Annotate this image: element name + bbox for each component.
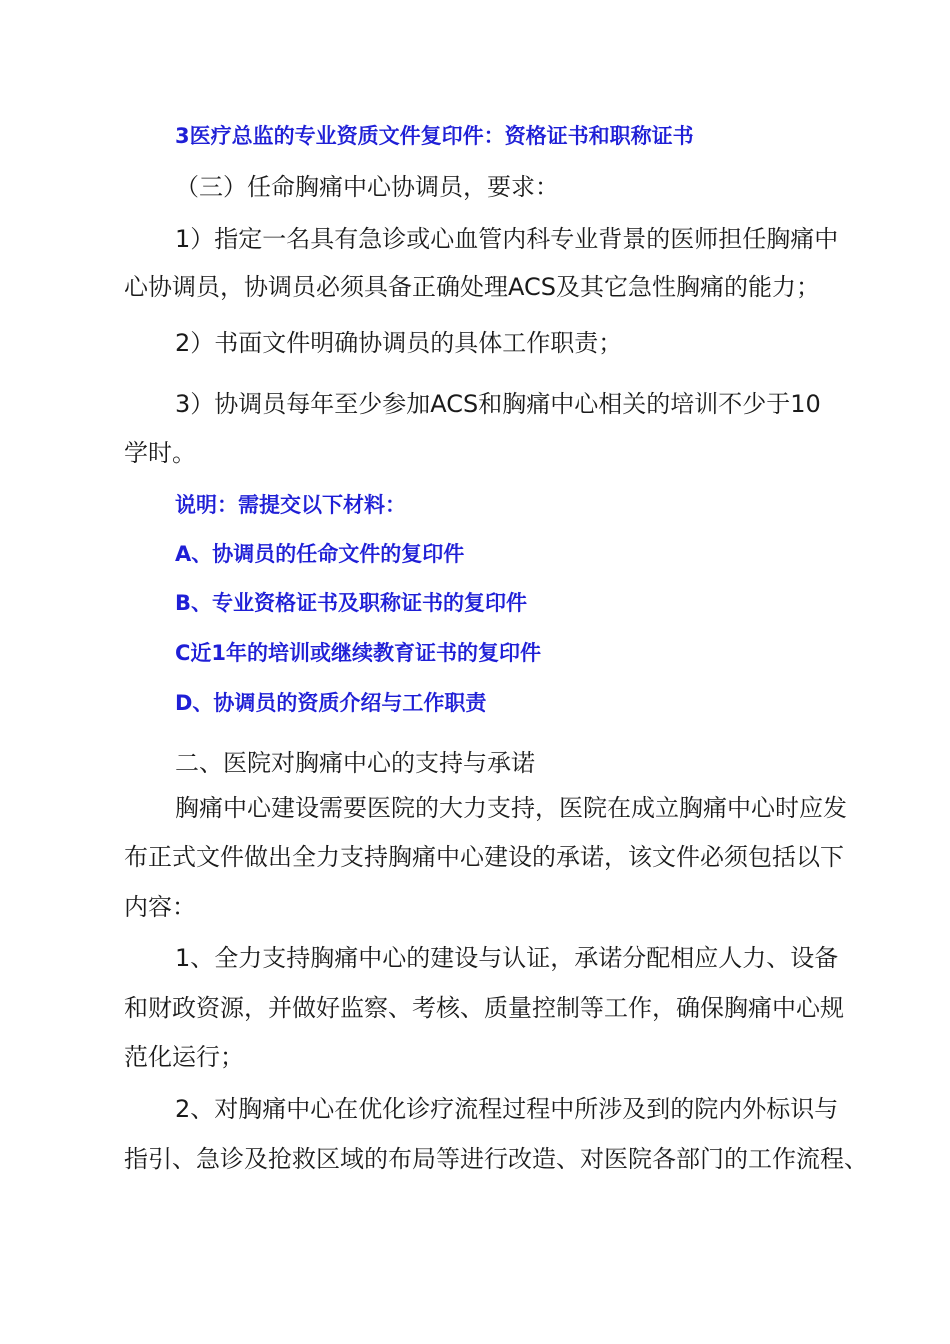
note-title: 说明：需提交以下材料：	[175, 493, 406, 517]
note-item-d: D、协调员的资质介绍与工作职责	[175, 691, 487, 715]
item-2-line-1: 2、对胸痛中心在优化诊疗流程过程中所涉及到的院内外标识与	[175, 1095, 839, 1123]
requirement-2: 2）书面文件明确协调员的具体工作职责；	[175, 329, 623, 357]
note-item-c: C近1年的培训或继续教育证书的复印件	[175, 641, 542, 665]
requirement-3-line-2: 学时。	[124, 439, 196, 467]
note-item-a: A、协调员的任命文件的复印件	[175, 542, 465, 566]
materials-heading: 3医疗总监的专业资质文件复印件：资格证书和职称证书	[175, 124, 694, 148]
section-three-title: （三）任命胸痛中心协调员，要求：	[175, 173, 559, 201]
intro-line-1: 胸痛中心建设需要医院的大力支持，医院在成立胸痛中心时应发	[175, 794, 847, 822]
requirement-1-line-1: 1）指定一名具有急诊或心血管内科专业背景的医师担任胸痛中	[175, 225, 839, 253]
requirement-1-line-2: 心协调员，协调员必须具备正确处理ACS及其它急性胸痛的能力；	[124, 273, 820, 301]
item-1-line-1: 1、全力支持胸痛中心的建设与认证，承诺分配相应人力、设备	[175, 944, 839, 972]
item-1-line-2: 和财政资源，并做好监察、考核、质量控制等工作，确保胸痛中心规	[124, 994, 844, 1022]
intro-line-3: 内容：	[124, 893, 196, 921]
item-2-line-2: 指引、急诊及抢救区域的布局等进行改造、对医院各部门的工作流程、	[124, 1145, 868, 1173]
part-two-title: 二、医院对胸痛中心的支持与承诺	[175, 749, 535, 777]
note-item-b: B、专业资格证书及职称证书的复印件	[175, 591, 528, 615]
item-1-line-3: 范化运行；	[124, 1043, 244, 1071]
requirement-3-line-1: 3）协调员每年至少参加ACS和胸痛中心相关的培训不少于10	[175, 390, 821, 418]
intro-line-2: 布正式文件做出全力支持胸痛中心建设的承诺，该文件必须包括以下	[124, 843, 844, 871]
